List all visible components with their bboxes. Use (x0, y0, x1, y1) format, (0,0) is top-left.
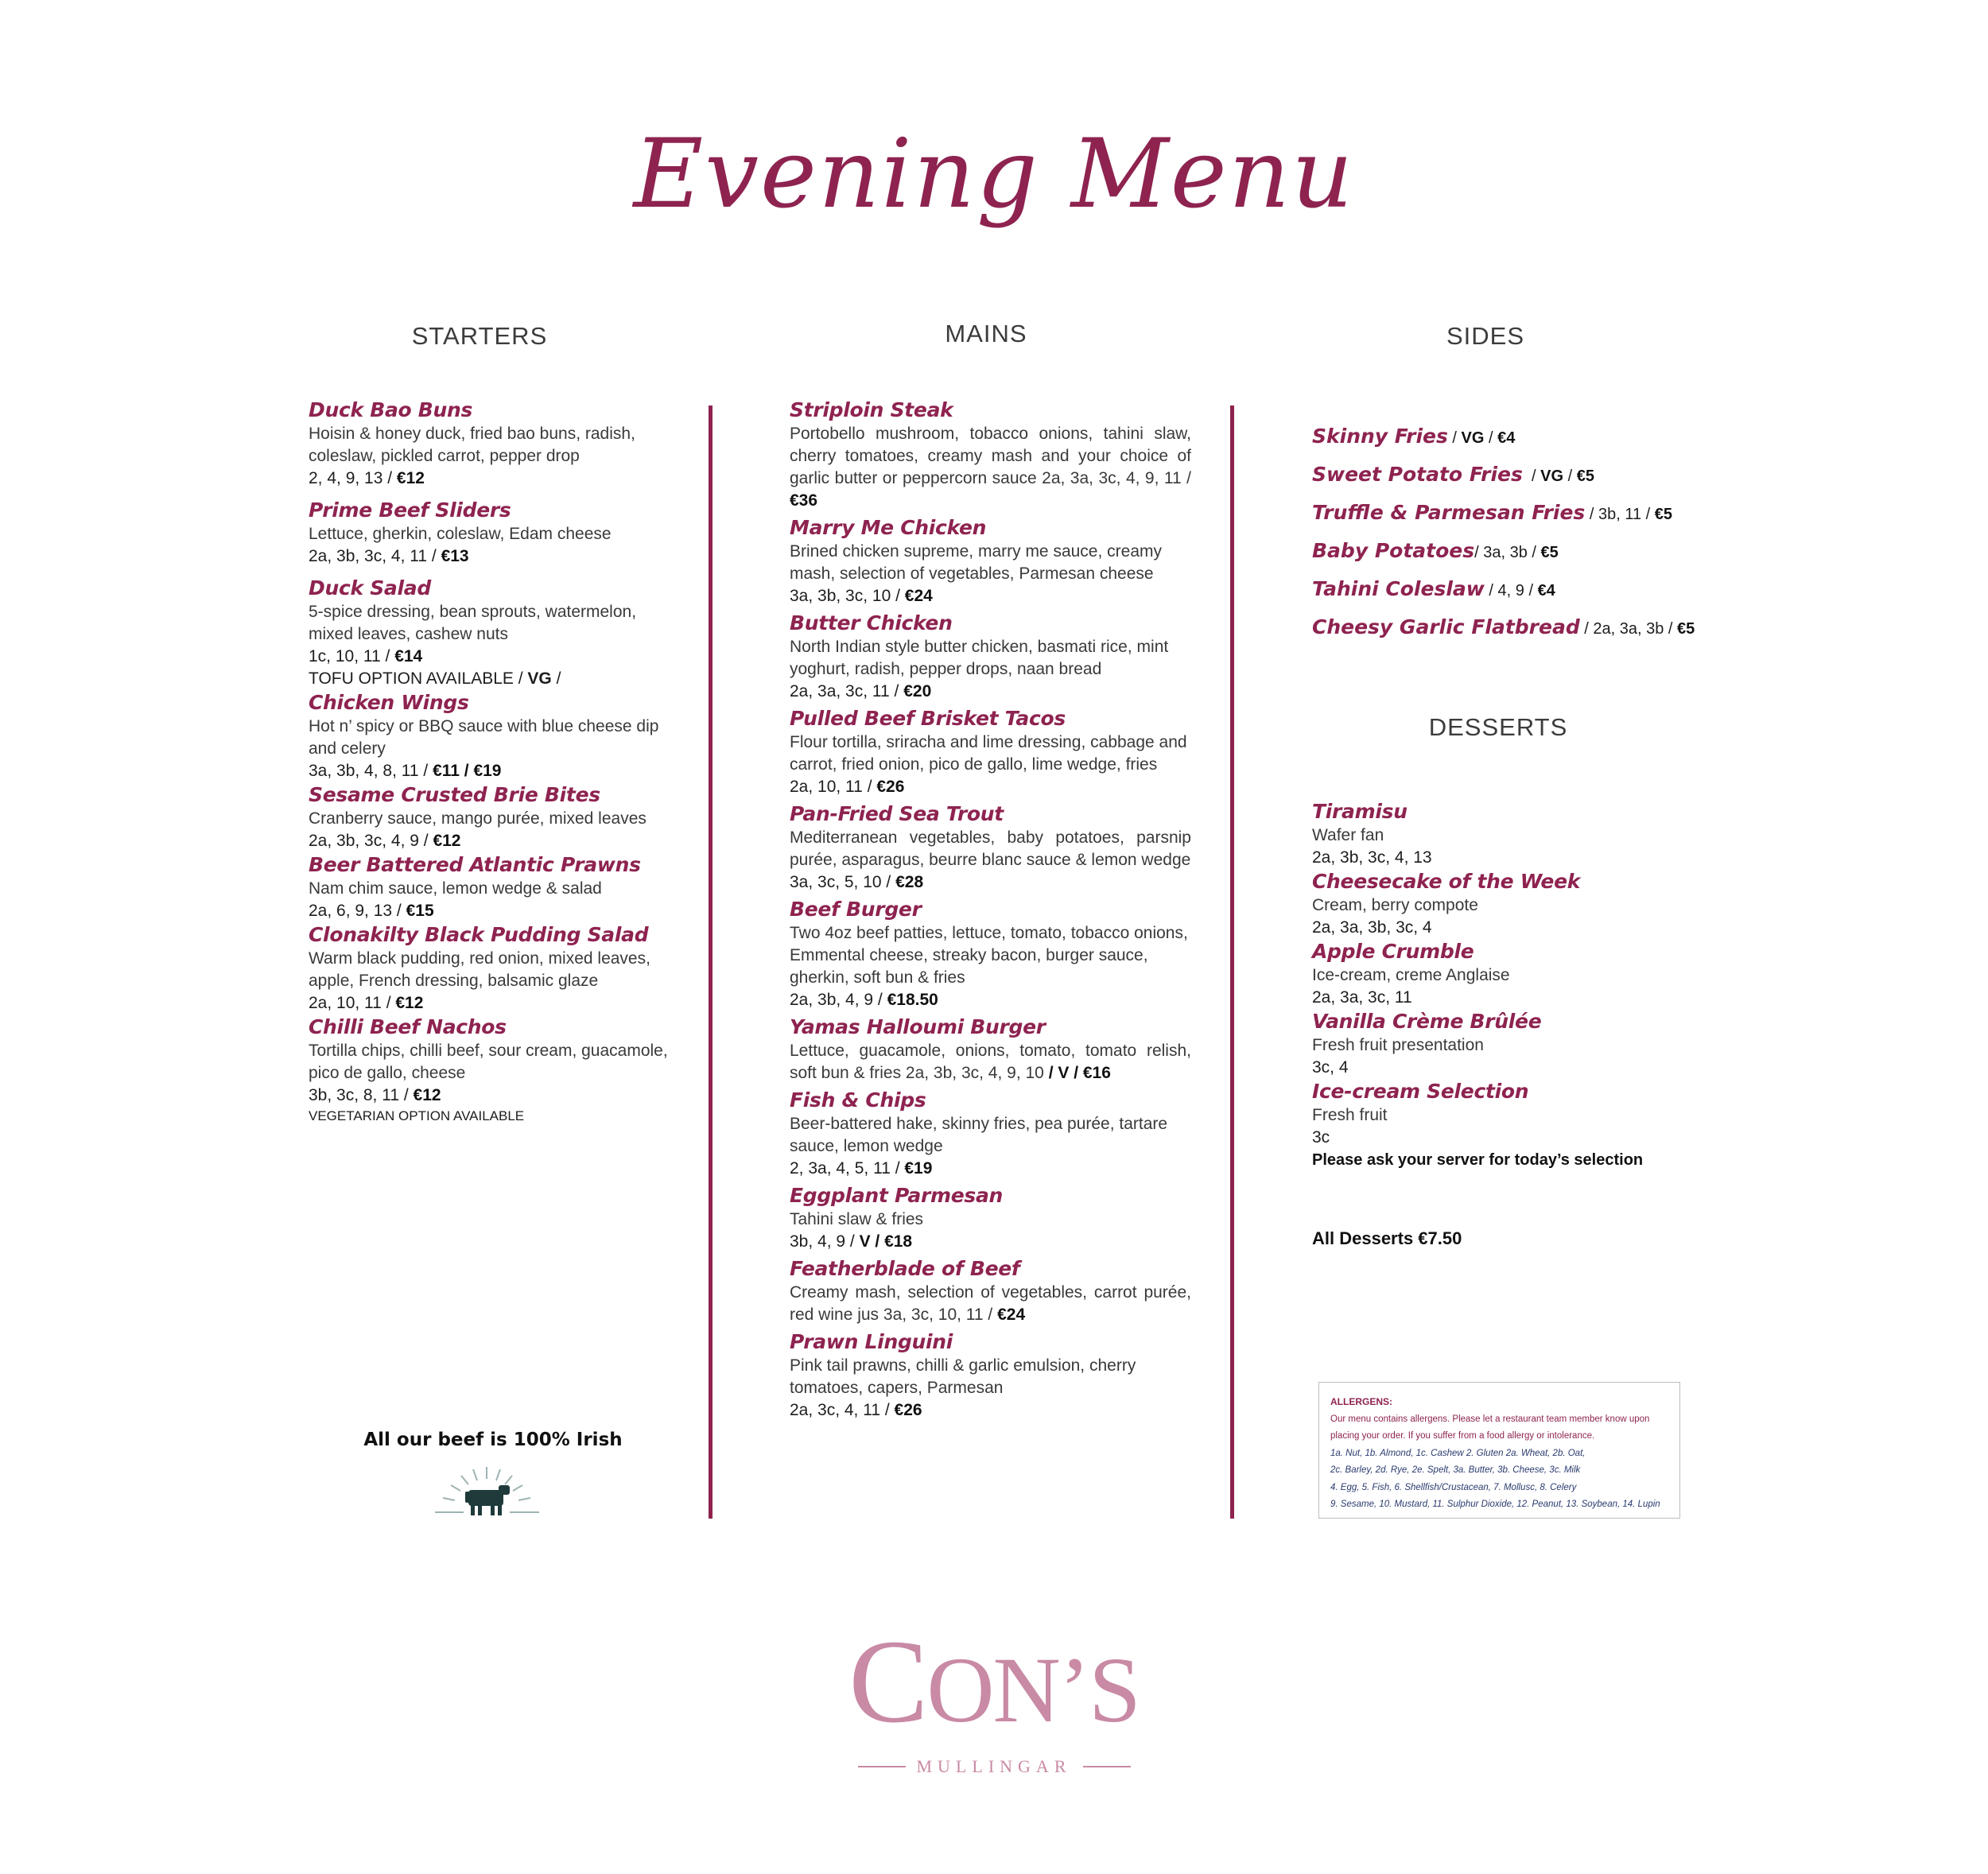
main-item (790, 801, 1191, 894)
main-item (790, 897, 1191, 1011)
note-text: TOFU OPTION AVAILABLE / (309, 669, 528, 688)
side-item (1312, 423, 1757, 453)
item-codes: 2a, 3b, 3c, 4, 11 / (309, 547, 441, 565)
item-meta (309, 830, 674, 852)
side-sep: / 4, 9 / (1484, 582, 1538, 599)
item-codes: 3a, 3c, 5, 10 / (790, 873, 896, 891)
starter-item (309, 690, 674, 782)
item-desc: Ice-cream, creme Anglaise (1312, 966, 1510, 984)
sides-list (1312, 423, 1757, 652)
menu-title: Evening Menu (633, 119, 1355, 230)
allergen-title: ALLERGENS: (1330, 1396, 1392, 1407)
item-name: Sesame Crusted Brie Bites (309, 783, 600, 806)
starter-item (309, 922, 674, 1015)
starters-list (309, 398, 674, 1134)
item-desc: Warm black pudding, red onion, mixed leaves, apple, French dressing, balsamic glaze (309, 949, 650, 990)
side-sep: / (1563, 468, 1577, 485)
item-name: Tiramisu (1312, 800, 1408, 823)
column-divider-right (1230, 405, 1234, 1519)
item-codes: 2a, 6, 9, 13 / (309, 902, 406, 920)
heading-starters: STARTERS (411, 322, 548, 350)
starter-item (309, 782, 674, 852)
item-price: / V / €16 (1048, 1064, 1111, 1082)
main-item (790, 1088, 1191, 1180)
main-item (790, 1329, 1191, 1422)
item-codes: 2a, 3c, 4, 11 / (790, 1401, 895, 1419)
note-text: / (551, 669, 561, 688)
main-item (790, 611, 1191, 703)
brand-initial: C (848, 1616, 927, 1748)
dessert-item (1312, 1009, 1757, 1079)
item-name: Beer Battered Atlantic Prawns (309, 853, 641, 876)
side-name: Skinny Fries (1312, 425, 1448, 448)
mains-list (790, 398, 1191, 1425)
starter-item (309, 576, 674, 690)
allergen-codes-line: 9. Sesame, 10. Mustard, 11. Sulphur Dioxide, 12. Peanut, 13. Soybean, 14. Lupin (1330, 1500, 1660, 1509)
item-desc: North Indian style butter chicken, basmati rice, mint yoghurt, radish, pepper drops, naan bread (790, 638, 1169, 678)
item-meta (790, 681, 1191, 703)
item-desc (790, 1040, 1191, 1084)
item-price: V / €18 (859, 1232, 913, 1251)
item-price: €19 (904, 1159, 933, 1178)
item-name: Eggplant Parmesan (790, 1184, 1004, 1207)
main-item (790, 706, 1191, 798)
heading-mains: MAINS (945, 320, 1027, 347)
item-desc: Cream, berry compote (1312, 896, 1478, 914)
item-codes: 2a, 3a, 3c, 11 / (790, 682, 904, 700)
item-name: Striploin Steak (790, 398, 953, 421)
item-codes: 3b, 3c, 8, 11 / (309, 1086, 414, 1104)
allergen-codes-line: 4. Egg, 5. Fish, 6. Shellfish/Crustacean, 7. Mollusc, 8. Celery (1330, 1482, 1577, 1492)
item-desc: Hot n’ spicy or BBQ sauce with blue cheese dip and celery (309, 717, 659, 758)
main-item (790, 1015, 1191, 1084)
item-name: Featherblade of Beef (790, 1257, 1020, 1280)
item-codes: 2a, 3a, 3b, 3c, 4 (1312, 918, 1432, 937)
item-name: Yamas Halloumi Burger (790, 1015, 1046, 1038)
side-item (1312, 499, 1757, 530)
item-meta (790, 1399, 1191, 1422)
vegetarian-note: VEGETARIAN OPTION AVAILABLE (309, 1108, 525, 1123)
allergen-box (1318, 1382, 1680, 1519)
irish-beef-note: All our beef is 100% Irish (363, 1430, 623, 1450)
side-sep: / 2a, 3a, 3b / (1579, 620, 1678, 638)
side-name: Cheesy Garlic Flatbread (1312, 615, 1580, 638)
item-desc (790, 423, 1191, 512)
starter-item (309, 498, 674, 568)
side-name: Truffle & Parmesan Fries (1312, 501, 1586, 524)
item-desc-text: Lettuce, guacamole, onions, tomato, tomato relish, soft bun & fries 2a, 3b, 3c, 4, 9, 10 (790, 1042, 1191, 1082)
side-price: €5 (1576, 468, 1594, 485)
dessert-item (1312, 869, 1757, 939)
item-codes: 2a, 3b, 3c, 4, 13 (1312, 848, 1432, 867)
heading-sides: SIDES (1446, 322, 1525, 350)
item-price: €12 (413, 1086, 441, 1104)
side-name: Baby Potatoes (1312, 539, 1475, 562)
item-meta (309, 900, 674, 922)
item-meta (309, 1084, 674, 1107)
side-meta (1485, 582, 1555, 599)
item-desc-text: Portobello mushroom, tobacco onions, tahini slaw, cherry tomatoes, creamy mash and your choice of garlic butter or peppercorn sauce 2a, 3a, 3c, 4, 9, 11 / (790, 425, 1191, 487)
item-desc-text: Creamy mash, selection of vegetables, carrot purée, red wine jus 3a, 3c, 10, 11 / (790, 1283, 1191, 1324)
cow-icon (433, 1463, 541, 1519)
item-meta (309, 760, 674, 782)
item-codes: 3c, 4 (1312, 1058, 1349, 1077)
brand-location: MULLINGAR (916, 1756, 1072, 1776)
item-price: €24 (904, 587, 933, 605)
brand-name (835, 1616, 1153, 1750)
item-price: €12 (395, 994, 424, 1012)
side-meta (1585, 506, 1672, 523)
vegan-badge: VG (1540, 468, 1564, 485)
item-name: Ice-cream Selection (1312, 1080, 1529, 1103)
item-price: €28 (895, 873, 924, 891)
item-name: Fish & Chips (790, 1088, 926, 1112)
side-price: €4 (1537, 582, 1555, 599)
item-desc: Hoisin & honey duck, fried bao buns, radish, coleslaw, pickled carrot, pepper drop (309, 425, 635, 465)
side-price: €4 (1497, 429, 1516, 447)
side-sep: / 3a, 3b / (1474, 544, 1541, 561)
item-price: €26 (876, 778, 905, 796)
item-name: Marry Me Chicken (790, 516, 987, 539)
item-desc: Flour tortilla, sriracha and lime dressing, cabbage and carrot, fried onion, pico de gallo, lime wedge, fries (790, 733, 1187, 774)
item-desc: Pink tail prawns, chilli & garlic emulsion, cherry tomatoes, capers, Parmesan (790, 1356, 1136, 1397)
side-item (1312, 576, 1757, 606)
item-desc: Cranberry sauce, mango purée, mixed leaves (309, 809, 646, 828)
item-price: €12 (433, 832, 461, 850)
dessert-item (1312, 939, 1757, 1009)
item-name: Vanilla Crème Brûlée (1312, 1010, 1542, 1033)
main-item (790, 1183, 1191, 1253)
item-desc: Mediterranean vegetables, baby potatoes, parsnip purée, asparagus, beurre blanc sauce & lemon wedge (790, 828, 1191, 869)
side-sep: / (1522, 468, 1541, 485)
item-codes: 2a, 3b, 3c, 4, 9 / (309, 832, 433, 850)
item-desc: 5-spice dressing, bean sprouts, watermelon, mixed leaves, cashew nuts (309, 603, 637, 643)
item-name: Cheesecake of the Week (1312, 870, 1581, 893)
item-desc: Fresh fruit (1312, 1106, 1388, 1124)
item-name: Prime Beef Sliders (309, 499, 511, 522)
item-price: €14 (394, 647, 423, 665)
item-meta (309, 646, 674, 668)
item-codes: 2, 3a, 4, 5, 11 / (790, 1159, 905, 1178)
allergen-text: Our menu contains allergens. Please let a restaurant team member know upon placing your order. If you suffer from a food allergy or intolerance. (1330, 1414, 1650, 1441)
item-desc: Lettuce, gherkin, coleslaw, Edam cheese (309, 525, 612, 543)
item-codes: 2a, 3a, 3c, 11 (1312, 988, 1412, 1007)
item-meta (309, 545, 674, 568)
main-item (790, 398, 1191, 512)
allergen-codes-line: 1a. Nut, 1b. Almond, 1c. Cashew 2. Gluten 2a. Wheat, 2b. Oat, (1330, 1448, 1586, 1458)
item-desc: Nam chim sauce, lemon wedge & salad (309, 879, 602, 898)
item-meta (790, 989, 1191, 1011)
main-item (790, 1256, 1191, 1326)
side-item (1312, 537, 1757, 568)
item-codes: 1c, 10, 11 / (309, 647, 395, 665)
item-meta (790, 1231, 1191, 1253)
item-price: €15 (406, 902, 434, 920)
item-name: Prawn Linguini (790, 1330, 953, 1353)
item-codes: 3c (1312, 1128, 1330, 1147)
vegan-badge: VG (1461, 429, 1485, 447)
main-item (790, 515, 1191, 607)
side-meta (1523, 468, 1594, 485)
heading-desserts: DESSERTS (1428, 713, 1568, 741)
item-price: €13 (441, 547, 469, 565)
item-price: €26 (894, 1401, 922, 1419)
brand-logo (835, 1616, 1153, 1777)
side-sep: / (1447, 429, 1462, 447)
side-meta (1448, 429, 1516, 447)
item-desc: Wafer fan (1312, 826, 1384, 844)
starter-item (309, 1015, 674, 1126)
dessert-item (1312, 1079, 1757, 1149)
item-desc: Two 4oz beef patties, lettuce, tomato, tobacco onions, Emmental cheese, streaky bacon, burger sauce, gherkin, soft bun & fries (790, 924, 1188, 987)
item-desc: Beer-battered hake, skinny fries, pea purée, tartare sauce, lemon wedge (790, 1115, 1168, 1155)
item-meta (790, 585, 1191, 607)
desserts-list (1312, 799, 1757, 1171)
item-codes: 2, 4, 9, 13 / (309, 469, 397, 487)
item-price: €20 (903, 682, 932, 700)
item-codes: 3a, 3b, 4, 8, 11 / (309, 762, 433, 780)
item-price: €12 (396, 469, 425, 487)
brand-rest: ON’S (926, 1638, 1140, 1742)
side-meta (1580, 620, 1695, 638)
side-sep: / 3b, 11 / (1585, 506, 1655, 523)
item-meta (790, 871, 1191, 894)
side-meta (1474, 544, 1559, 561)
brand-subtitle (835, 1756, 1153, 1777)
item-desc (790, 1282, 1191, 1326)
starter-item (309, 398, 674, 490)
item-desc: Brined chicken supreme, marry me sauce, creamy mash, selection of vegetables, Parmesan cheese (790, 542, 1162, 583)
starter-item (309, 852, 674, 922)
item-codes: 2a, 10, 11 / (790, 778, 877, 796)
item-name: Pulled Beef Brisket Tacos (790, 707, 1066, 730)
item-price: €11 / €19 (433, 762, 502, 780)
item-name: Pan-Fried Sea Trout (790, 802, 1004, 825)
item-desc: Fresh fruit presentation (1312, 1036, 1484, 1054)
item-codes: 3b, 4, 9 / (790, 1232, 860, 1251)
item-meta (790, 776, 1191, 798)
item-name: Chicken Wings (309, 691, 469, 714)
item-desc: Tahini slaw & fries (790, 1210, 924, 1228)
side-name: Sweet Potato Fries (1312, 463, 1523, 486)
item-name: Duck Bao Buns (309, 398, 473, 421)
item-name: Butter Chicken (790, 611, 953, 634)
item-price: €24 (997, 1306, 1026, 1324)
side-price: €5 (1677, 620, 1695, 638)
item-meta (790, 1158, 1191, 1180)
item-price: €18.50 (887, 991, 938, 1009)
item-desc: Tortilla chips, chilli beef, sour cream, guacamole, pico de gallo, cheese (309, 1042, 668, 1082)
item-codes: 3a, 3b, 3c, 10 / (790, 587, 905, 605)
side-item (1312, 614, 1757, 644)
divider-line (858, 1766, 906, 1767)
vegan-badge: VG (527, 669, 552, 688)
divider-line (1083, 1766, 1131, 1767)
item-name: Duck Salad (309, 576, 431, 599)
item-meta (309, 992, 674, 1015)
dessert-item (1312, 799, 1757, 869)
allergen-codes-line: 2c. Barley, 2d. Rye, 2e. Spelt, 3a. Butter, 3b. Cheese, 3c. Milk (1330, 1465, 1581, 1475)
side-sep: / (1484, 429, 1498, 447)
item-name: Chilli Beef Nachos (309, 1015, 507, 1038)
item-name: Clonakilty Black Pudding Salad (309, 923, 649, 946)
tofu-note (309, 668, 674, 690)
item-name: Beef Burger (790, 898, 922, 921)
item-codes: 2a, 3b, 4, 9 / (790, 991, 887, 1009)
item-meta (309, 468, 674, 490)
item-price: €36 (790, 491, 818, 510)
side-price: €5 (1540, 544, 1559, 561)
column-divider-left (709, 405, 712, 1519)
all-desserts-price: All Desserts €7.50 (1312, 1228, 1462, 1248)
item-name: Apple Crumble (1312, 940, 1474, 963)
item-codes: 2a, 10, 11 / (309, 994, 396, 1012)
side-price: €5 (1654, 506, 1673, 523)
dessert-note: Please ask your server for today’s selection (1312, 1151, 1644, 1169)
side-name: Tahini Coleslaw (1312, 577, 1485, 600)
side-item (1312, 461, 1757, 491)
